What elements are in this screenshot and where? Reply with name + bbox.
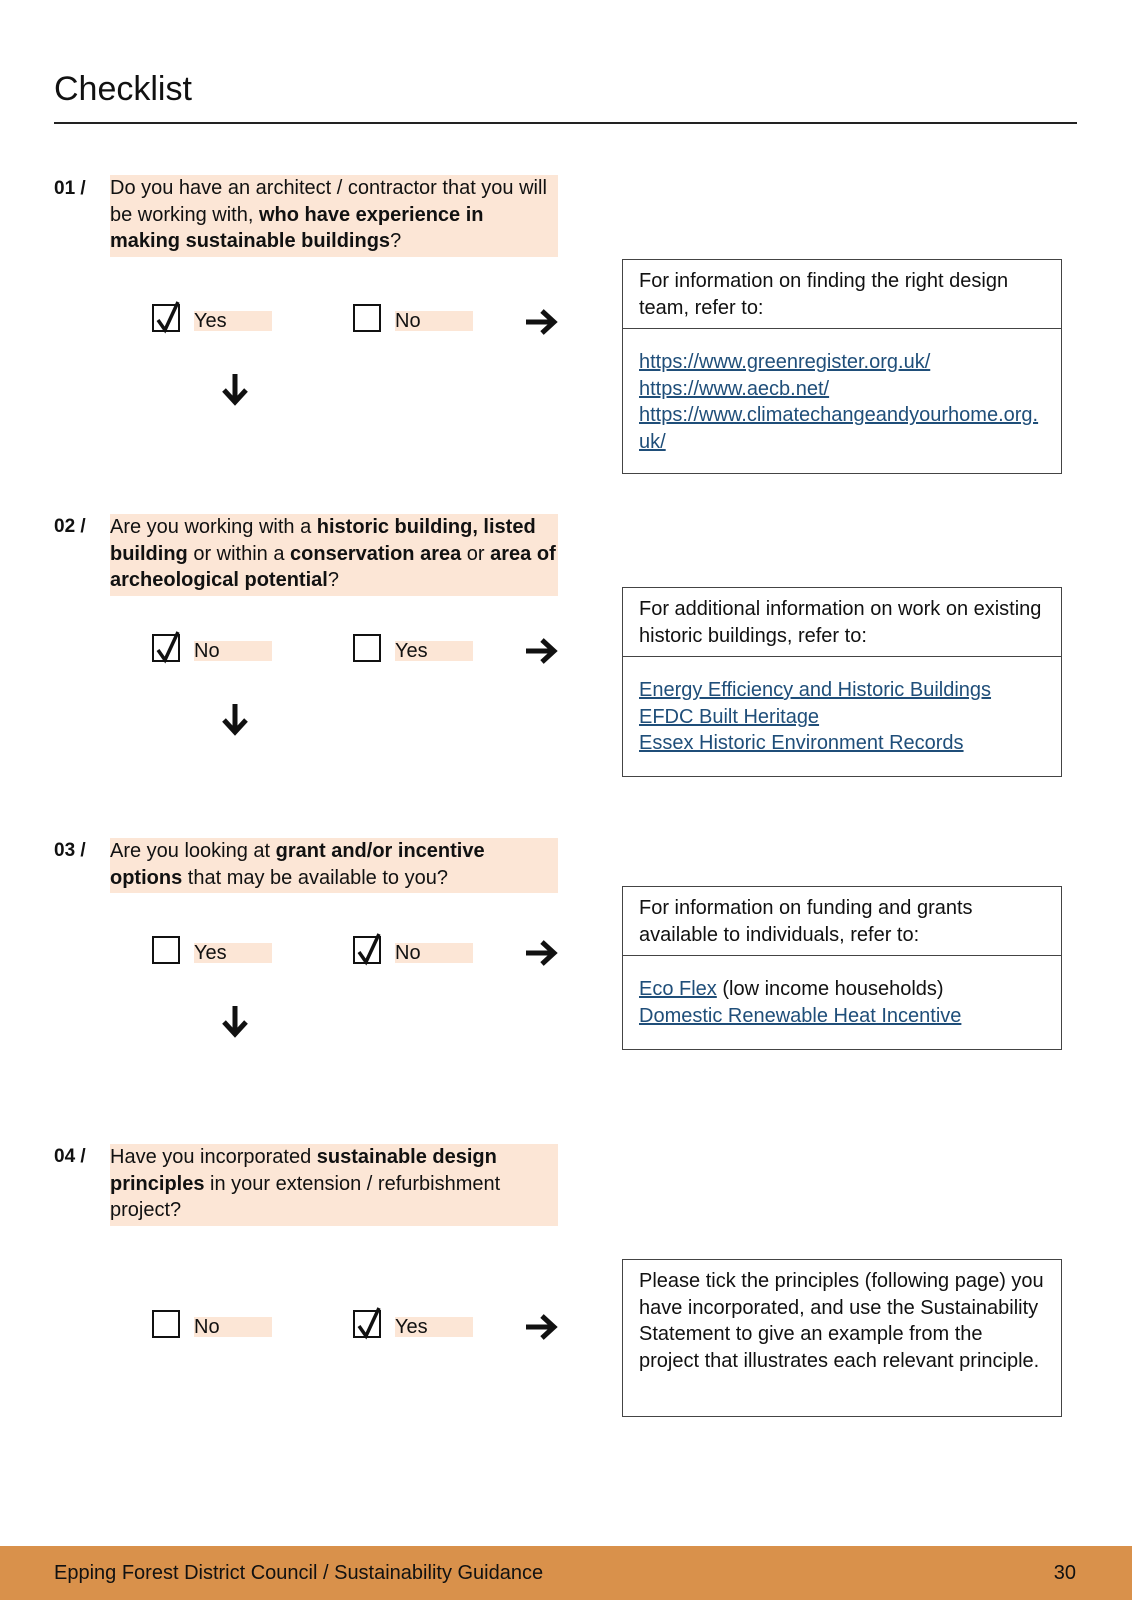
option-label: No	[395, 311, 473, 331]
info-box-heading: For information on funding and grants available to individuals, refer to:	[623, 887, 1061, 956]
link-climatechange[interactable]: https://www.climatechangeandyourhome.org.uk/	[639, 404, 1039, 453]
question-number: 03 /	[54, 840, 86, 861]
option-yes[interactable]	[152, 936, 278, 968]
link-renewable-heat[interactable]: Domestic Renewable Heat Incentive	[639, 1004, 962, 1027]
question-number: 04 /	[54, 1146, 86, 1167]
link-aecb[interactable]: https://www.aecb.net/	[639, 377, 830, 400]
title-divider	[54, 122, 1077, 124]
checkmark-icon	[357, 1306, 383, 1340]
footer-text: Epping Forest District Council / Sustainability Guidance	[54, 1562, 544, 1584]
page-title: Checklist	[54, 70, 192, 108]
link-note: (low income households)	[716, 978, 944, 1001]
arrow-right-icon	[524, 938, 560, 968]
checkmark-icon	[156, 630, 182, 664]
checkmark-icon	[357, 932, 383, 966]
checkbox-unchecked[interactable]	[353, 304, 381, 332]
checkmark-icon	[156, 300, 182, 334]
option-no[interactable]	[353, 304, 479, 336]
checkbox-checked[interactable]	[353, 936, 381, 964]
link-eco-flex[interactable]: Eco Flex	[639, 978, 717, 1001]
info-box	[622, 1259, 1062, 1417]
info-box	[622, 886, 1062, 1050]
info-box	[622, 587, 1062, 777]
option-yes[interactable]	[353, 634, 479, 666]
option-label: No	[194, 1317, 272, 1337]
option-label: No	[194, 641, 272, 661]
question-text: Have you incorporated sustainable design principles in your extension / refurbishment project?	[110, 1144, 558, 1226]
arrow-right-icon	[524, 636, 560, 666]
footer-bar	[0, 1546, 1132, 1600]
arrow-right-icon	[524, 1312, 560, 1342]
info-box-heading: For information on finding the right design team, refer to:	[623, 260, 1061, 329]
question-number: 02 /	[54, 516, 86, 537]
link-energy-efficiency[interactable]: Energy Efficiency and Historic Buildings	[639, 679, 992, 702]
option-yes[interactable]	[353, 1310, 479, 1342]
option-no[interactable]	[353, 936, 479, 968]
link-line	[639, 976, 1045, 1003]
link-greenregister[interactable]: https://www.greenregister.org.uk/	[639, 351, 931, 374]
option-label: Yes	[395, 1317, 473, 1337]
checkbox-unchecked[interactable]	[152, 1310, 180, 1338]
link-essex-records[interactable]: Essex Historic Environment Records	[639, 732, 964, 755]
arrow-down-icon	[220, 1004, 250, 1038]
info-box-links	[623, 329, 1061, 471]
option-yes[interactable]	[152, 304, 278, 336]
info-box-text: Please tick the principles (following page) you have incorporated, and use the Sustainability Statement to give an example from the project that illustrates each relevant principle.	[639, 1270, 1044, 1372]
page-number: 30	[1053, 1562, 1076, 1584]
arrow-down-icon	[220, 702, 250, 736]
option-label: Yes	[194, 943, 272, 963]
checkbox-checked[interactable]	[152, 304, 180, 332]
info-box	[622, 259, 1062, 474]
info-box-links	[623, 657, 1061, 773]
question-text: Are you looking at grant and/or incentive options that may be available to you?	[110, 838, 558, 893]
info-box-heading: For additional information on work on existing historic buildings, refer to:	[623, 588, 1061, 657]
option-no[interactable]	[152, 634, 278, 666]
question-text: Are you working with a historic building, listed building or within a conservation area or area of archeological potential?	[110, 514, 558, 596]
option-label: Yes	[194, 311, 272, 331]
info-box-links	[623, 956, 1061, 1045]
option-label: Yes	[395, 641, 473, 661]
checkbox-checked[interactable]	[353, 1310, 381, 1338]
checkbox-checked[interactable]	[152, 634, 180, 662]
question-text: Do you have an architect / contractor that you will be working with, who have experience in making sustainable buildings?	[110, 175, 558, 257]
option-no[interactable]	[152, 1310, 278, 1342]
checkbox-unchecked[interactable]	[152, 936, 180, 964]
option-label: No	[395, 943, 473, 963]
arrow-down-icon	[220, 372, 250, 406]
checkbox-unchecked[interactable]	[353, 634, 381, 662]
arrow-right-icon	[524, 307, 560, 337]
link-efdc-heritage[interactable]: EFDC Built Heritage	[639, 705, 820, 728]
question-number: 01 /	[54, 178, 86, 199]
